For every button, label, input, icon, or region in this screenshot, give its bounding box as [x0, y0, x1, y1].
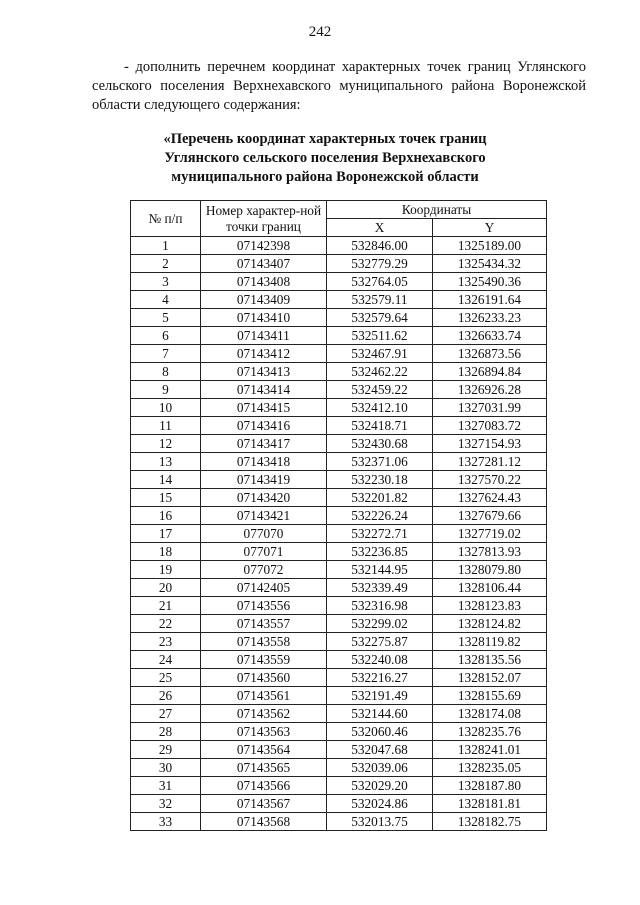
cell-x: 532216.27 — [327, 669, 433, 687]
table-row — [131, 363, 547, 381]
cell-x: 532029.20 — [327, 777, 433, 795]
table-row — [131, 525, 547, 543]
table-row — [131, 471, 547, 489]
cell-y: 1328182.75 — [433, 813, 547, 831]
cell-number: 32 — [131, 795, 201, 813]
cell-number: 25 — [131, 669, 201, 687]
cell-x: 532230.18 — [327, 471, 433, 489]
cell-x: 532201.82 — [327, 489, 433, 507]
cell-x: 532579.64 — [327, 309, 433, 327]
cell-y: 1327031.99 — [433, 399, 547, 417]
cell-number: 31 — [131, 777, 201, 795]
table-row — [131, 417, 547, 435]
cell-y: 1326191.64 — [433, 291, 547, 309]
cell-point-number: 07143566 — [201, 777, 327, 795]
intro-text: - дополнить перечнем координат характерных точек границ Углянского сельского поселения Верхнехавского муниципального района Воронежской области следующего содержания: — [92, 59, 586, 113]
cell-point-number: 07143565 — [201, 759, 327, 777]
table-row — [131, 723, 547, 741]
cell-point-number: 07143562 — [201, 705, 327, 723]
table-row — [131, 291, 547, 309]
table-row — [131, 399, 547, 417]
header-y: Y — [433, 219, 547, 237]
cell-point-number: 077071 — [201, 543, 327, 561]
cell-y: 1328123.83 — [433, 597, 547, 615]
cell-y: 1327719.02 — [433, 525, 547, 543]
cell-point-number: 07143564 — [201, 741, 327, 759]
cell-point-number: 07143560 — [201, 669, 327, 687]
cell-number: 33 — [131, 813, 201, 831]
cell-x: 532039.06 — [327, 759, 433, 777]
cell-number: 18 — [131, 543, 201, 561]
cell-number: 17 — [131, 525, 201, 543]
cell-number: 14 — [131, 471, 201, 489]
cell-point-number: 07142398 — [201, 237, 327, 255]
table-row — [131, 795, 547, 813]
cell-number: 27 — [131, 705, 201, 723]
cell-y: 1327679.66 — [433, 507, 547, 525]
cell-y: 1327154.93 — [433, 435, 547, 453]
cell-y: 1327570.22 — [433, 471, 547, 489]
cell-x: 532339.49 — [327, 579, 433, 597]
cell-number: 1 — [131, 237, 201, 255]
cell-y: 1328079.80 — [433, 561, 547, 579]
cell-point-number: 07143568 — [201, 813, 327, 831]
table-row — [131, 705, 547, 723]
table-row — [131, 651, 547, 669]
cell-x: 532047.68 — [327, 741, 433, 759]
cell-number: 16 — [131, 507, 201, 525]
cell-number: 21 — [131, 597, 201, 615]
header-coordinates: Координаты — [327, 201, 547, 219]
table-row — [131, 579, 547, 597]
cell-number: 26 — [131, 687, 201, 705]
cell-x: 532430.68 — [327, 435, 433, 453]
cell-number: 8 — [131, 363, 201, 381]
cell-x: 532013.75 — [327, 813, 433, 831]
cell-x: 532459.22 — [327, 381, 433, 399]
cell-point-number: 07143420 — [201, 489, 327, 507]
cell-x: 532371.06 — [327, 453, 433, 471]
cell-number: 29 — [131, 741, 201, 759]
table-row — [131, 453, 547, 471]
cell-x: 532240.08 — [327, 651, 433, 669]
cell-number: 30 — [131, 759, 201, 777]
cell-y: 1328235.05 — [433, 759, 547, 777]
cell-point-number: 077070 — [201, 525, 327, 543]
coordinates-table — [130, 200, 547, 831]
cell-point-number: 07143414 — [201, 381, 327, 399]
cell-number: 3 — [131, 273, 201, 291]
cell-x: 532764.05 — [327, 273, 433, 291]
cell-y: 1328119.82 — [433, 633, 547, 651]
cell-x: 532579.11 — [327, 291, 433, 309]
cell-x: 532226.24 — [327, 507, 433, 525]
cell-y: 1328135.56 — [433, 651, 547, 669]
cell-y: 1325189.00 — [433, 237, 547, 255]
cell-x: 532024.86 — [327, 795, 433, 813]
table-row — [131, 615, 547, 633]
cell-x: 532412.10 — [327, 399, 433, 417]
cell-number: 11 — [131, 417, 201, 435]
cell-number: 6 — [131, 327, 201, 345]
cell-y: 1328174.08 — [433, 705, 547, 723]
cell-y: 1325490.36 — [433, 273, 547, 291]
intro-paragraph — [92, 58, 586, 115]
cell-x: 532418.71 — [327, 417, 433, 435]
cell-x: 532511.62 — [327, 327, 433, 345]
cell-y: 1327281.12 — [433, 453, 547, 471]
cell-x: 532846.00 — [327, 237, 433, 255]
cell-y: 1328235.76 — [433, 723, 547, 741]
cell-number: 15 — [131, 489, 201, 507]
table-row — [131, 741, 547, 759]
cell-number: 5 — [131, 309, 201, 327]
table-body — [131, 237, 547, 831]
cell-number: 20 — [131, 579, 201, 597]
header-x: X — [327, 219, 433, 237]
cell-point-number: 07143556 — [201, 597, 327, 615]
cell-number: 22 — [131, 615, 201, 633]
cell-y: 1328106.44 — [433, 579, 547, 597]
cell-x: 532144.60 — [327, 705, 433, 723]
cell-point-number: 077072 — [201, 561, 327, 579]
cell-number: 7 — [131, 345, 201, 363]
cell-y: 1328181.81 — [433, 795, 547, 813]
table-row — [131, 327, 547, 345]
table-row — [131, 381, 547, 399]
table-row — [131, 309, 547, 327]
cell-x: 532236.85 — [327, 543, 433, 561]
cell-point-number: 07143417 — [201, 435, 327, 453]
cell-y: 1328152.07 — [433, 669, 547, 687]
cell-y: 1326873.56 — [433, 345, 547, 363]
table-row — [131, 345, 547, 363]
heading-line: муниципального района Воронежской области — [171, 169, 479, 185]
cell-x: 532272.71 — [327, 525, 433, 543]
cell-point-number: 07143411 — [201, 327, 327, 345]
table-row — [131, 435, 547, 453]
table-row — [131, 489, 547, 507]
cell-point-number: 07143408 — [201, 273, 327, 291]
table-heading — [130, 130, 520, 187]
cell-point-number: 07142405 — [201, 579, 327, 597]
cell-point-number: 07143407 — [201, 255, 327, 273]
cell-y: 1325434.32 — [433, 255, 547, 273]
cell-point-number: 07143415 — [201, 399, 327, 417]
cell-point-number: 07143416 — [201, 417, 327, 435]
cell-point-number: 07143559 — [201, 651, 327, 669]
table-row — [131, 561, 547, 579]
cell-x: 532299.02 — [327, 615, 433, 633]
table-row — [131, 255, 547, 273]
header-number: № п/п — [131, 201, 201, 237]
cell-x: 532462.22 — [327, 363, 433, 381]
cell-number: 12 — [131, 435, 201, 453]
cell-y: 1328241.01 — [433, 741, 547, 759]
cell-x: 532144.95 — [327, 561, 433, 579]
cell-number: 28 — [131, 723, 201, 741]
heading-line: «Перечень координат характерных точек границ — [163, 131, 487, 147]
cell-point-number: 07143418 — [201, 453, 327, 471]
cell-number: 2 — [131, 255, 201, 273]
cell-y: 1326633.74 — [433, 327, 547, 345]
cell-point-number: 07143410 — [201, 309, 327, 327]
cell-number: 4 — [131, 291, 201, 309]
cell-point-number: 07143563 — [201, 723, 327, 741]
cell-number: 23 — [131, 633, 201, 651]
cell-point-number: 07143558 — [201, 633, 327, 651]
cell-number: 13 — [131, 453, 201, 471]
table-row — [131, 669, 547, 687]
table-row — [131, 777, 547, 795]
cell-y: 1328155.69 — [433, 687, 547, 705]
cell-x: 532191.49 — [327, 687, 433, 705]
heading-line: Углянского сельского поселения Верхнехавского — [164, 150, 486, 166]
table-row — [131, 507, 547, 525]
cell-x: 532316.98 — [327, 597, 433, 615]
table-row — [131, 597, 547, 615]
table-row — [131, 543, 547, 561]
cell-number: 9 — [131, 381, 201, 399]
cell-y: 1328124.82 — [433, 615, 547, 633]
cell-point-number: 07143561 — [201, 687, 327, 705]
cell-point-number: 07143419 — [201, 471, 327, 489]
table-row — [131, 687, 547, 705]
table-row — [131, 759, 547, 777]
table-row — [131, 813, 547, 831]
cell-y: 1326233.23 — [433, 309, 547, 327]
cell-x: 532060.46 — [327, 723, 433, 741]
cell-point-number: 07143567 — [201, 795, 327, 813]
cell-y: 1327083.72 — [433, 417, 547, 435]
cell-y: 1327813.93 — [433, 543, 547, 561]
cell-point-number: 07143412 — [201, 345, 327, 363]
cell-point-number: 07143413 — [201, 363, 327, 381]
cell-number: 24 — [131, 651, 201, 669]
table-row — [131, 237, 547, 255]
cell-point-number: 07143409 — [201, 291, 327, 309]
cell-y: 1328187.80 — [433, 777, 547, 795]
cell-number: 10 — [131, 399, 201, 417]
table-row — [131, 633, 547, 651]
cell-y: 1327624.43 — [433, 489, 547, 507]
cell-x: 532779.29 — [327, 255, 433, 273]
header-point-number: Номер характер-ной точки границ — [201, 201, 327, 237]
cell-point-number: 07143421 — [201, 507, 327, 525]
cell-y: 1326926.28 — [433, 381, 547, 399]
page-number: 242 — [308, 24, 332, 40]
cell-x: 532467.91 — [327, 345, 433, 363]
cell-number: 19 — [131, 561, 201, 579]
cell-y: 1326894.84 — [433, 363, 547, 381]
cell-x: 532275.87 — [327, 633, 433, 651]
table-row — [131, 273, 547, 291]
cell-point-number: 07143557 — [201, 615, 327, 633]
